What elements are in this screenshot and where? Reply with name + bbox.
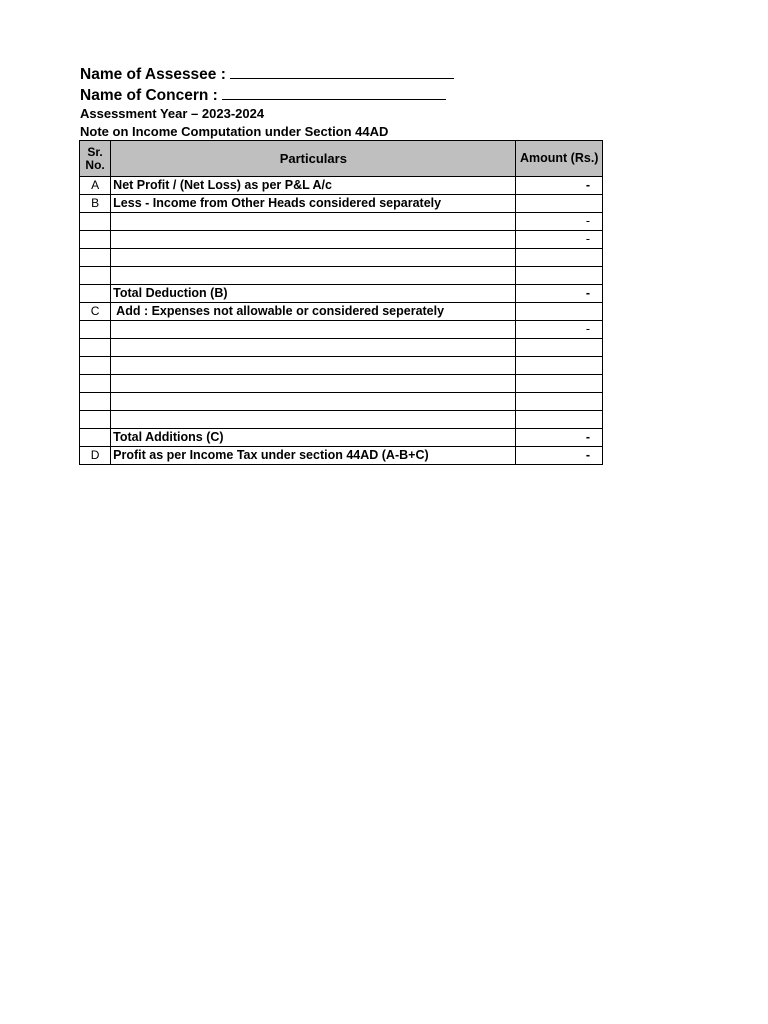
particulars-cell bbox=[111, 321, 516, 339]
document-header bbox=[80, 64, 454, 141]
amount-cell: - bbox=[516, 321, 603, 339]
amount-cell bbox=[516, 393, 603, 411]
sr-no-cell bbox=[80, 429, 111, 447]
particulars-cell bbox=[111, 339, 516, 357]
assessee-label: Name of Assessee : bbox=[80, 66, 226, 83]
particulars-cell bbox=[111, 231, 516, 249]
particulars-cell: Profit as per Income Tax under section 44AD (A-B+C) bbox=[111, 447, 516, 465]
sr-no-cell bbox=[80, 249, 111, 267]
sr-no-cell: B bbox=[80, 195, 111, 213]
computation-table bbox=[79, 140, 603, 465]
amount-cell bbox=[516, 249, 603, 267]
sr-no-cell bbox=[80, 285, 111, 303]
table-row bbox=[80, 411, 603, 429]
table-row bbox=[80, 267, 603, 285]
amount-cell: - bbox=[516, 231, 603, 249]
table-row bbox=[80, 429, 603, 447]
particulars-cell bbox=[111, 411, 516, 429]
sr-no-cell bbox=[80, 267, 111, 285]
sr-no-cell bbox=[80, 231, 111, 249]
table-row bbox=[80, 393, 603, 411]
table-row bbox=[80, 357, 603, 375]
amount-cell bbox=[516, 267, 603, 285]
amount-cell: - bbox=[516, 447, 603, 465]
amount-cell: - bbox=[516, 285, 603, 303]
sr-no-cell: D bbox=[80, 447, 111, 465]
amount-cell: - bbox=[516, 429, 603, 447]
table-row bbox=[80, 213, 603, 231]
particulars-cell: Less - Income from Other Heads considered separately bbox=[111, 195, 516, 213]
header-sr-line2: No. bbox=[85, 157, 105, 172]
particulars-cell bbox=[111, 213, 516, 231]
amount-cell bbox=[516, 375, 603, 393]
note-title: Note on Income Computation under Section 44AD bbox=[80, 124, 389, 139]
table-body bbox=[80, 177, 603, 465]
assessment-year: Assessment Year – 2023-2024 bbox=[80, 106, 265, 121]
sr-no-cell bbox=[80, 339, 111, 357]
particulars-cell: Total Deduction (B) bbox=[111, 285, 516, 303]
particulars-cell bbox=[111, 249, 516, 267]
header-sr-line1: Sr. bbox=[87, 144, 103, 159]
sr-no-cell bbox=[80, 375, 111, 393]
sr-no-cell bbox=[80, 393, 111, 411]
header-particulars: Particulars bbox=[111, 141, 516, 177]
table-row bbox=[80, 321, 603, 339]
particulars-cell bbox=[111, 357, 516, 375]
amount-cell: - bbox=[516, 213, 603, 231]
table-row bbox=[80, 177, 603, 195]
concern-blank bbox=[222, 85, 446, 100]
table-row bbox=[80, 231, 603, 249]
table-header-row bbox=[80, 141, 603, 177]
table-row bbox=[80, 285, 603, 303]
particulars-cell: Net Profit / (Net Loss) as per P&L A/c bbox=[111, 177, 516, 195]
table-row bbox=[80, 447, 603, 465]
amount-cell: - bbox=[516, 177, 603, 195]
sr-no-cell bbox=[80, 357, 111, 375]
amount-cell bbox=[516, 195, 603, 213]
header-amount: Amount (Rs.) bbox=[516, 141, 603, 177]
amount-cell bbox=[516, 357, 603, 375]
particulars-cell bbox=[111, 267, 516, 285]
assessee-line bbox=[80, 64, 454, 85]
table-row bbox=[80, 339, 603, 357]
sr-no-cell bbox=[80, 213, 111, 231]
particulars-cell: Total Additions (C) bbox=[111, 429, 516, 447]
table-row bbox=[80, 375, 603, 393]
sr-no-cell: C bbox=[80, 303, 111, 321]
amount-cell bbox=[516, 339, 603, 357]
particulars-cell: Add : Expenses not allowable or considered seperately bbox=[111, 303, 516, 321]
sr-no-cell bbox=[80, 321, 111, 339]
sr-no-cell: A bbox=[80, 177, 111, 195]
particulars-cell bbox=[111, 393, 516, 411]
header-sr-no bbox=[80, 141, 111, 177]
concern-label: Name of Concern : bbox=[80, 86, 218, 104]
particulars-cell bbox=[111, 375, 516, 393]
amount-cell bbox=[516, 303, 603, 321]
sr-no-cell bbox=[80, 411, 111, 429]
concern-line bbox=[80, 85, 454, 106]
amount-cell bbox=[516, 411, 603, 429]
assessee-blank bbox=[230, 64, 454, 79]
table-row bbox=[80, 303, 603, 321]
table-row bbox=[80, 195, 603, 213]
table-row bbox=[80, 249, 603, 267]
